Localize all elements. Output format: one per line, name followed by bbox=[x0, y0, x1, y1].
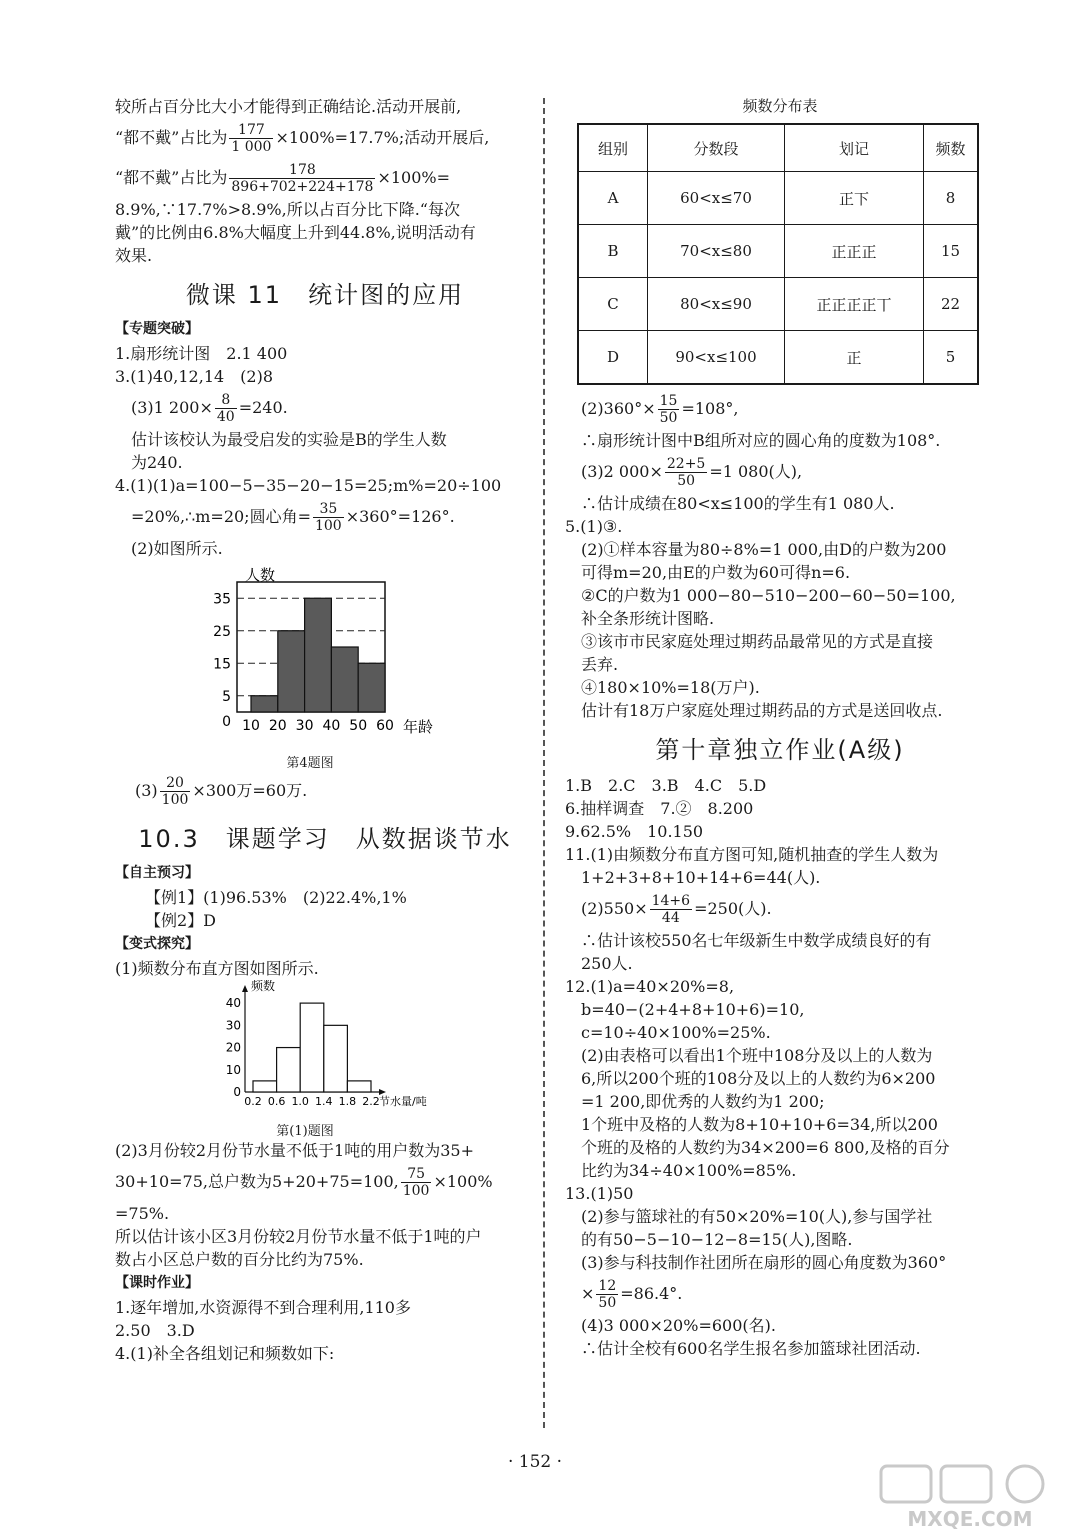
table-cell: 正下 bbox=[785, 172, 924, 225]
chart2-y-tick: 20 bbox=[225, 1040, 241, 1055]
numerator: 14+6 bbox=[651, 893, 691, 909]
chart1-x-tick: 60 bbox=[376, 718, 394, 734]
text: (3)2 000× bbox=[581, 462, 663, 481]
table-cell: 22 bbox=[924, 278, 979, 331]
intro-line-3 bbox=[115, 158, 535, 198]
table-cell: 60<x≤70 bbox=[648, 172, 785, 225]
table-header-cell: 分数段 bbox=[648, 124, 785, 172]
denominator: 896+702+224+178 bbox=[231, 179, 374, 195]
tag-preview: 【自主预习】 bbox=[115, 865, 199, 881]
answer-d6: =1 200,即优秀的人数约为1 200; bbox=[581, 1092, 825, 1111]
section-title-chapter-10: 第十章独立作业(A级) bbox=[655, 736, 905, 764]
intro-line-2 bbox=[115, 118, 535, 158]
fraction bbox=[401, 1166, 432, 1199]
answer-e1: 13.(1)50 bbox=[565, 1184, 634, 1203]
answer-b8: ④180×10%=18(万户). bbox=[581, 678, 760, 697]
answer-c7: ∴估计该校550名七年级新生中数学成绩良好的有 bbox=[581, 931, 932, 950]
watermark-shape bbox=[881, 1466, 931, 1502]
answer-d8: 个班的及格的人数约为34×200=6 800,及格的百分 bbox=[581, 1138, 950, 1157]
chart2-caption: 第(1)题图 bbox=[276, 1124, 334, 1139]
age-histogram bbox=[115, 562, 535, 752]
text: =108°, bbox=[681, 399, 739, 418]
chart2-bar bbox=[300, 1003, 324, 1092]
denominator: 50 bbox=[659, 410, 678, 426]
chart2-x-tick: 0.6 bbox=[267, 1095, 286, 1108]
left-column bbox=[115, 95, 535, 1365]
table-cell: A bbox=[578, 172, 648, 225]
table-row bbox=[578, 278, 978, 331]
section-title-10-3: 10.3 课题学习 从数据谈节水 bbox=[138, 825, 512, 853]
chart2-y-arrow bbox=[242, 985, 248, 992]
chart2-x-tick: 1.4 bbox=[315, 1095, 333, 1108]
answer-d9: 比约为34÷40×100%=85%. bbox=[581, 1161, 797, 1180]
table-cell: 90<x≤100 bbox=[648, 331, 785, 385]
chart1-x-tick: 20 bbox=[268, 718, 287, 734]
text: (2)550× bbox=[581, 899, 648, 918]
chart1-y-tick: 5 bbox=[222, 688, 231, 705]
chart2-y-tick: 40 bbox=[225, 996, 241, 1011]
denominator: 100 bbox=[402, 1183, 430, 1199]
denominator: 100 bbox=[314, 518, 342, 534]
answer-c1: 1.B 2.C 3.B 4.C 5.D bbox=[565, 776, 767, 795]
chart1-bar bbox=[358, 663, 385, 712]
table-cell: 正 bbox=[785, 331, 924, 385]
text: (3)1 200× bbox=[131, 398, 213, 417]
answer-b9: 估计有18万户家庭处理过期药品的方式是送回收点. bbox=[581, 701, 943, 720]
text: =240. bbox=[238, 398, 288, 417]
chart2-y-tick: 30 bbox=[225, 1018, 241, 1033]
text: =1 080(人), bbox=[709, 462, 803, 481]
answer-a3 bbox=[565, 452, 995, 492]
answer-c2: 6.抽样调查 7.② 8.200 bbox=[565, 799, 754, 818]
table-cell: D bbox=[578, 331, 648, 385]
variant-p2e: 数占小区总户数的百分比约为75%. bbox=[115, 1250, 364, 1269]
chart2-y-tick: 10 bbox=[225, 1062, 241, 1077]
fraction bbox=[658, 393, 680, 426]
text: =20%,∴m=20;圆心角= bbox=[131, 507, 311, 526]
numerator: 20 bbox=[160, 775, 191, 792]
chart2-x-tick: 1.8 bbox=[338, 1095, 357, 1108]
watermark-shape bbox=[1007, 1466, 1043, 1502]
numerator: 35 bbox=[313, 501, 344, 518]
variant-p2d: 所以估计该小区3月份较2月份节水量不低于1吨的户 bbox=[115, 1227, 482, 1246]
variant-p2b bbox=[115, 1162, 535, 1202]
chart2-x-label: 节水量/吨 bbox=[379, 1095, 427, 1108]
answer-b4: ②C的户数为1 000−80−510−200−60−50=100, bbox=[581, 586, 956, 605]
chart1-x-tick: 10 bbox=[242, 718, 260, 734]
answer-d3: c=10÷40×100%=25%. bbox=[581, 1023, 771, 1042]
variant-p2a: (2)3月份较2月份节水量不低于1吨的用户数为35+ bbox=[115, 1141, 474, 1160]
fraction bbox=[650, 893, 692, 926]
denominator: 50 bbox=[677, 473, 696, 489]
text: =86.4°. bbox=[620, 1284, 683, 1303]
example-1: 【例1】(1)96.53% (2)22.4%,1% bbox=[145, 888, 407, 907]
chart1-bar bbox=[331, 647, 358, 712]
text: 30+10=75,总户数为5+20+75=100, bbox=[115, 1172, 399, 1191]
text: ×100%=17.7%;活动开展后, bbox=[275, 128, 490, 147]
chart1-y-tick: 0 bbox=[222, 714, 231, 730]
chart1-y-label: 人数 bbox=[245, 566, 276, 584]
answer-d4: (2)由表格可以看出1个班中108分及以上的人数为 bbox=[581, 1046, 933, 1065]
answer-q3c: 估计该校认为最受启发的实验是B的学生人数 bbox=[131, 430, 447, 449]
table-header-cell: 划记 bbox=[785, 124, 924, 172]
answer-a4: ∴估计成绩在80<x≤100的学生有1 080人. bbox=[581, 494, 895, 513]
variant-p1: (1)频数分布直方图如图所示. bbox=[115, 959, 319, 978]
fraction bbox=[229, 162, 375, 195]
chart2-x-tick: 1.0 bbox=[291, 1095, 309, 1108]
answer-e6: (4)3 000×20%=600(名). bbox=[581, 1316, 776, 1335]
denominator: 1 000 bbox=[231, 139, 272, 155]
numerator: 12 bbox=[598, 1278, 617, 1294]
answer-b6: ③该市市民家庭处理过期药品最常见的方式是直接 bbox=[581, 632, 934, 651]
table-header-cell: 频数 bbox=[924, 124, 979, 172]
table-row bbox=[578, 331, 978, 385]
answer-b1: 5.(1)③. bbox=[565, 517, 623, 536]
column-divider bbox=[543, 98, 545, 1428]
intro-line-4: 8.9%,∵17.7%>8.9%,所以占百分比下降.“每次 bbox=[115, 200, 460, 219]
text: ×300万=60万. bbox=[192, 781, 308, 800]
fraction bbox=[665, 456, 707, 489]
answer-d2: b=40−(2+4+8+10+6)=10, bbox=[581, 1000, 805, 1019]
chart2-y-label: 频数 bbox=[251, 980, 276, 993]
homework-1: 1.逐年增加,水资源得不到合理利用,110多 bbox=[115, 1298, 411, 1317]
answer-c3: 9.62.5% 10.150 bbox=[565, 822, 704, 841]
text: ×360°=126°. bbox=[345, 507, 455, 526]
answer-e2: (2)参与篮球社的有50×20%=10(人),参与国学社 bbox=[581, 1207, 933, 1226]
table-cell: 15 bbox=[924, 225, 979, 278]
chart2-x-tick: 0.2 bbox=[244, 1095, 262, 1108]
chart2-bar bbox=[253, 1081, 277, 1092]
right-column bbox=[565, 95, 995, 1360]
answer-c6 bbox=[565, 889, 995, 929]
page-number: · 152 · bbox=[507, 1452, 563, 1472]
answer-d7: 1个班中及格的人数为8+10+10+6=34,所以200 bbox=[581, 1115, 938, 1134]
intro-line-6: 效果. bbox=[115, 246, 153, 265]
text: =250(人). bbox=[694, 899, 772, 918]
chart1-y-tick: 15 bbox=[213, 656, 231, 673]
chart2-bar bbox=[347, 1081, 371, 1092]
numerator: 177 bbox=[229, 122, 273, 139]
answer-q4a: 4.(1)(1)a=100−5−35−20−15=25;m%=20÷100 bbox=[115, 476, 502, 495]
table-cell: B bbox=[578, 225, 648, 278]
numerator: 75 bbox=[401, 1166, 432, 1183]
table-cell: 70<x≤80 bbox=[648, 225, 785, 278]
frequency-table bbox=[577, 123, 979, 385]
intro-line-5: 戴”的比例由6.8%大幅度上升到44.8%,说明活动有 bbox=[115, 223, 476, 242]
table-cell: 5 bbox=[924, 331, 979, 385]
fraction bbox=[229, 122, 273, 155]
answer-b7: 丢弃. bbox=[581, 655, 619, 674]
text: “都不戴”占比为 bbox=[115, 168, 228, 187]
variant-p2c: =75%. bbox=[115, 1204, 170, 1223]
fraction bbox=[313, 501, 344, 534]
answer-q1: 1.扇形统计图 2.1 400 bbox=[115, 344, 288, 363]
table-cell: C bbox=[578, 278, 648, 331]
answer-a2: ∴扇形统计图中B组所对应的圆心角的度数为108°. bbox=[581, 431, 941, 450]
numerator: 15 bbox=[659, 393, 678, 409]
text: (2)360°× bbox=[581, 399, 656, 418]
answer-e5 bbox=[565, 1274, 995, 1314]
chart1-x-tick: 50 bbox=[349, 718, 368, 734]
text: ×100% bbox=[433, 1172, 493, 1191]
answer-b5: 补全条形统计图略. bbox=[581, 609, 715, 628]
answer-d5: 6,所以200个班的108分及以上的人数约为6×200 bbox=[581, 1069, 936, 1088]
chart2-bar bbox=[324, 1025, 348, 1092]
text: × bbox=[581, 1284, 595, 1303]
answer-b2: (2)①样本容量为80÷8%=1 000,由D的户数为200 bbox=[581, 540, 947, 559]
table-title: 频数分布表 bbox=[742, 97, 818, 115]
tag-variant: 【变式探究】 bbox=[115, 936, 199, 952]
section-title-11: 微课 11 统计图的应用 bbox=[185, 281, 465, 309]
fraction bbox=[215, 392, 237, 425]
chart1-bar bbox=[305, 598, 332, 712]
chart2-x-tick: 2.2 bbox=[362, 1095, 380, 1108]
fraction bbox=[160, 775, 191, 808]
chart1-x-tick: 40 bbox=[322, 718, 341, 734]
chart1-x-label: 年龄 bbox=[403, 718, 434, 736]
table-header-row bbox=[578, 124, 978, 172]
fraction bbox=[596, 1278, 618, 1311]
chart2-bar bbox=[277, 1048, 301, 1092]
table-header-cell: 组别 bbox=[578, 124, 648, 172]
answer-b3: 可得m=20,由E的户数为60可得n=6. bbox=[581, 563, 851, 582]
tag-homework: 【课时作业】 bbox=[115, 1275, 199, 1291]
answer-a1 bbox=[565, 389, 995, 429]
numerator: 22+5 bbox=[666, 456, 706, 472]
table-cell: 正正正正丅 bbox=[785, 278, 924, 331]
homework-4: 4.(1)补全各组划记和频数如下: bbox=[115, 1344, 335, 1363]
answer-d1: 12.(1)a=40×20%=8, bbox=[565, 977, 735, 996]
homework-2: 2.50 3.D bbox=[115, 1321, 195, 1340]
answer-c5: 1+2+3+8+10+14+6=44(人). bbox=[581, 868, 821, 887]
example-2: 【例2】D bbox=[145, 911, 217, 930]
numerator: 8 bbox=[215, 392, 237, 409]
answer-q4d bbox=[135, 771, 535, 811]
answer-q4b bbox=[115, 497, 535, 537]
answer-q3b bbox=[115, 388, 535, 428]
answer-c8: 250人. bbox=[581, 954, 633, 973]
answer-e3: 的有50−5−10−12−8=15(人),图略. bbox=[581, 1230, 853, 1249]
answer-q3a: 3.(1)40,12,14 (2)8 bbox=[115, 367, 274, 386]
answer-e7: ∴估计全校有600名学生报名参加篮球社团活动. bbox=[581, 1339, 921, 1358]
watermark-text: MXQE.COM bbox=[907, 1507, 1033, 1531]
denominator: 44 bbox=[661, 910, 680, 926]
watermark-shape bbox=[941, 1466, 991, 1502]
table-row bbox=[578, 225, 978, 278]
table-cell: 8 bbox=[924, 172, 979, 225]
text: (3) bbox=[135, 781, 158, 800]
table-cell: 正正正 bbox=[785, 225, 924, 278]
answer-q4c: (2)如图所示. bbox=[131, 539, 223, 558]
text: “都不戴”占比为 bbox=[115, 128, 228, 147]
chart2-y-tick: 0 bbox=[233, 1085, 241, 1099]
denominator: 50 bbox=[598, 1295, 617, 1311]
table-row bbox=[578, 172, 978, 225]
chart1-caption: 第4题图 bbox=[286, 756, 334, 771]
watermark-logo bbox=[875, 1462, 1065, 1532]
chart1-y-tick: 35 bbox=[213, 591, 231, 608]
numerator: 178 bbox=[229, 162, 375, 179]
denominator: 100 bbox=[161, 792, 189, 808]
tag-special: 【专题突破】 bbox=[115, 321, 199, 337]
denominator: 40 bbox=[216, 409, 235, 425]
text: ×100%= bbox=[377, 168, 451, 187]
answer-q3d: 为240. bbox=[131, 453, 183, 472]
chart1-bar bbox=[278, 631, 305, 712]
intro-line-1: 较所占百分比大小才能得到正确结论.活动开展前, bbox=[115, 97, 462, 116]
chart1-y-tick: 25 bbox=[213, 623, 231, 640]
table-cell: 80<x≤90 bbox=[648, 278, 785, 331]
answer-e4: (3)参与科技制作社团所在扇形的圆心角度数为360° bbox=[581, 1253, 947, 1272]
chart1-x-tick: 30 bbox=[295, 718, 314, 734]
water-saving-histogram bbox=[115, 980, 535, 1120]
answer-c4: 11.(1)由频数分布直方图可知,随机抽查的学生人数为 bbox=[565, 845, 939, 864]
chart1-bar bbox=[251, 696, 278, 712]
